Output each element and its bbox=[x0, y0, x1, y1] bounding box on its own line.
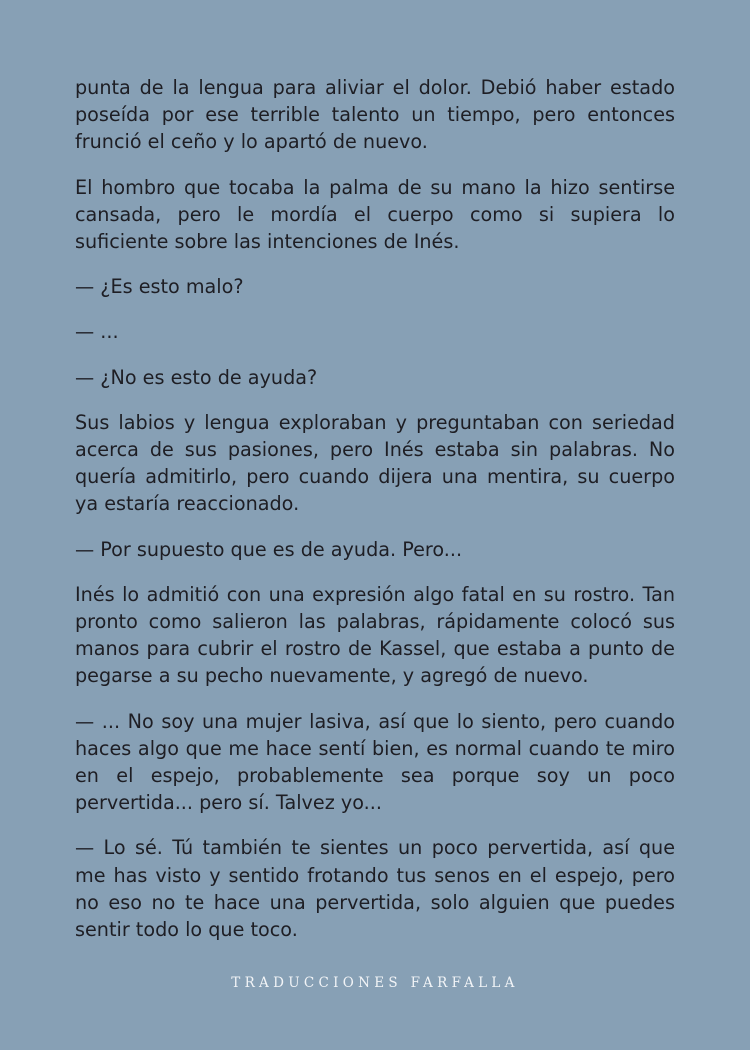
footer-credit: TRADUCCIONES FARFALLA bbox=[231, 975, 519, 991]
dialogue-line: — ¿Es esto malo? bbox=[75, 275, 244, 299]
paragraph: El hombro que tocaba la palma de su mano la hizo sentirse cansada, pero le mordía el cuerpo como si supiera lo suficiente sobre las intenciones de Inés. bbox=[75, 175, 675, 254]
dialogue-line: — ¿No es esto de ayuda? bbox=[75, 365, 318, 389]
dialogue-line: — ... No soy una mujer lasiva, así que lo siento, pero cuando haces algo que me hace sentí bien, es normal cuando te miro en el espejo, probablemente sea porque soy un poco pervertida... pero sí. Talvez yo... bbox=[75, 709, 675, 815]
page-body bbox=[75, 74, 675, 961]
dialogue-line: — ... bbox=[75, 320, 119, 344]
paragraph: Inés lo admitió con una expresión algo fatal en su rostro. Tan pronto como salieron las palabras, rápidamente colocó sus manos para cubrir el rostro de Kassel, que estaba a punto de pegarse a su pecho nuevamente, y agregó de nuevo. bbox=[75, 582, 675, 688]
dialogue-line: — Por supuesto que es de ayuda. Pero... bbox=[75, 537, 463, 561]
dialogue-line: — Lo sé. Tú también te sientes un poco pervertida, así que me has visto y sentido frotando tus senos en el espejo, pero no eso no te hace una pervertida, solo alguien que puedes sentir todo lo que toco. bbox=[75, 836, 675, 942]
paragraph: punta de la lengua para aliviar el dolor. Debió haber estado poseída por ese terrible talento un tiempo, pero entonces frunció el ceño y lo apartó de nuevo. bbox=[75, 76, 675, 154]
paragraph: Sus labios y lengua exploraban y preguntaban con seriedad acerca de sus pasiones, pero Inés estaba sin palabras. No quería admitirlo, pero cuando dijera una mentira, su cuerpo ya estaría reaccionado. bbox=[75, 410, 675, 516]
